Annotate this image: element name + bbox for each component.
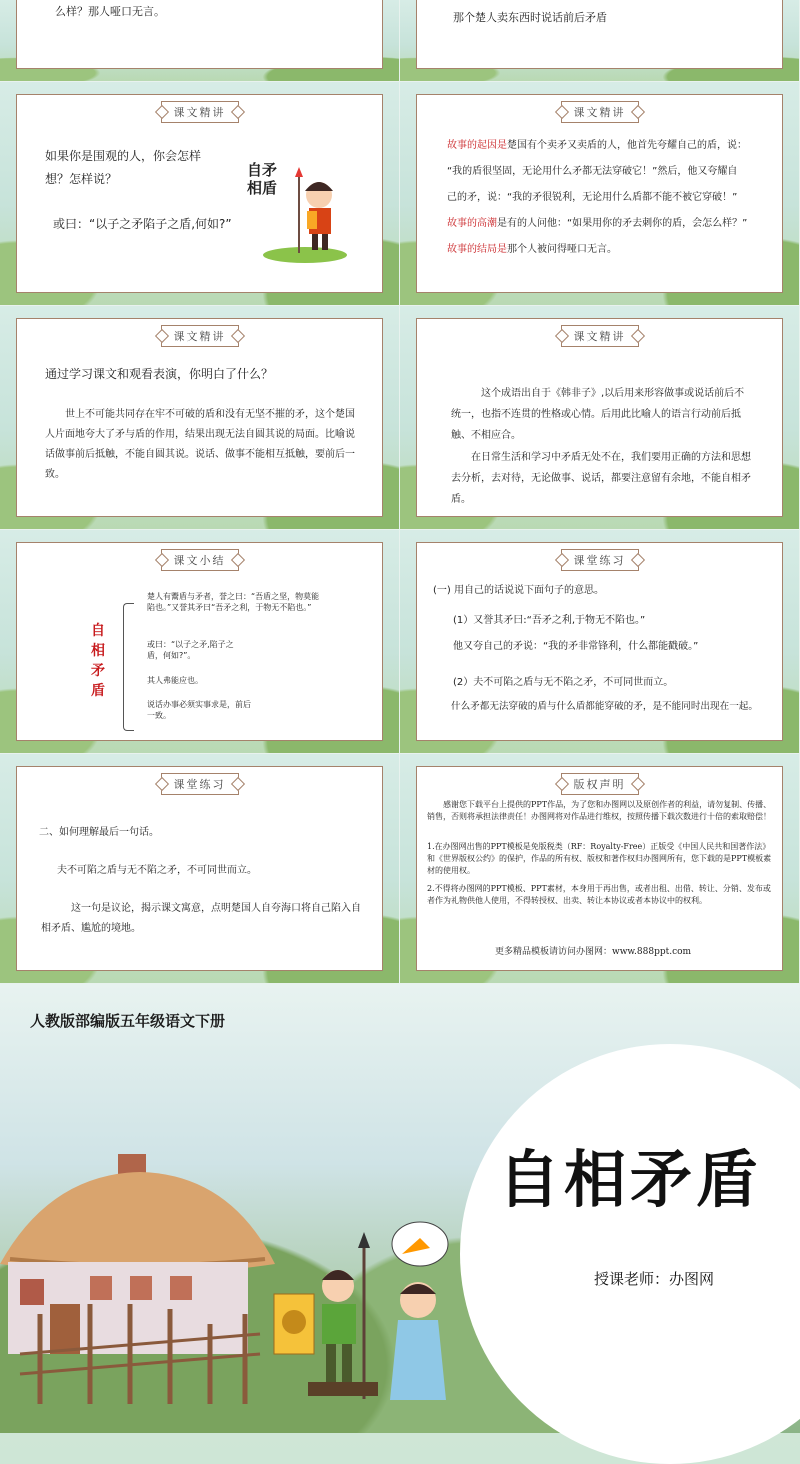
a2: 什么矛都无法穿破的盾与什么盾都能穿破的矛，是不能同时出现在一起。 [451,701,758,712]
slide-2 [0,82,400,306]
slide-card [416,542,783,741]
answer: 世上不可能共同存在牢不可破的盾和没有无坚不摧的矛，这个楚国人片面地夸大了矛与盾的作用，结果出现无法自圆其说的局面。比喻说话做事前后抵触，不能自圆其说。说话、做事不能相互抵触，要前后一致。 [45,409,355,480]
sentence: 夫不可陷之盾与无不陷之矛，不可同世而立。 [57,865,257,876]
characters-illustration [270,1204,470,1404]
copyright-p1: 感谢您下载平台上提供的PPT作品，为了您和办图网以及原创作者的利益，请勿复制、传播、销售，否则将承担法律责任！办图网将对作品进行维权，按照传播下载次数进行十倍的索取赔偿！ [427,800,772,821]
p2: “我的盾很坚固，无论用什么矛都无法穿破它！”然后，他又夸耀自 [447,166,738,177]
answer: 或曰：“以子之矛陷子之盾,何如?” [53,217,232,231]
bullet-2: 或曰：“以子之矛,陷子之盾，何如?”。 [147,640,234,660]
question: 通过学习课文和观看表演，你明白了什么？ [45,367,274,381]
cover-slide [0,984,800,1433]
slide-card [416,766,783,971]
slide-6 [0,530,400,754]
question: 二、如何理解最后一句话。 [39,827,159,838]
slide-card [16,94,383,293]
slide-partial-left [0,0,400,82]
p4-text: 是有的人问他：“如果用你的矛去刺你的盾，会怎么样？” [497,218,748,229]
copyright-p3: 2.不得将办图网的PPT模板、PPT素材，本身用于再出售，或者出租、出借、转让、分销、发布或者作为礼物供他人使用，不得转授权、出卖、转让本协议或者本协议中的权利。 [427,884,771,905]
slide-header: 课文精讲 [161,101,239,123]
p1-label: 故事的起因是 [447,140,507,151]
slide-card [416,318,783,517]
cover-teacher: 授课老师：办图网 [594,1270,715,1288]
p1-text: 楚国有个卖矛又卖盾的人，他首先夸耀自己的盾，说： [507,140,747,151]
slide-header: 课堂练习 [561,549,639,571]
art-title: 自矛 相盾 [247,161,278,197]
cartoon-soldier-illustration [247,155,347,265]
p1 [447,133,777,159]
p2: 在日常生活和学习中矛盾无处不在，我们要用正确的方法和思想去分析，去对待，无论做事、说话，都要注意留有余地，不能自相矛盾。 [451,452,751,505]
cover-title: 自相矛盾 [498,1143,763,1216]
slide-card [16,318,383,517]
a1: 他又夸自己的矛说：“我的矛非常锋利，什么都能戳破。” [453,641,699,652]
slide-4 [0,306,400,530]
q1: (1）又誉其矛曰:“吾矛之利,于物无不陷也。” [453,615,646,626]
p3: 己的矛，说：“我的矛很锐利，无论用什么盾都不能不被它穿破！” [447,192,738,203]
bullet-4: 说话办事必须实事求是，前后一致。 [147,700,251,720]
p5-label: 故事的结局是 [447,244,507,255]
slide-text: 么样？那人哑口无言。 [55,5,165,18]
slide-8 [0,754,400,984]
p5-text: 那个人被问得哑口无言。 [507,244,617,255]
slide-9 [400,754,800,984]
summary-label: 自相矛盾 [91,623,105,699]
slide-card [16,766,383,971]
slide-card [416,0,783,69]
p5 [447,237,777,263]
slide-text: 那个楚人卖东西时说话前后矛盾 [453,11,607,24]
title-circle [460,1044,800,1464]
p4 [447,211,777,237]
slide-partial-right [400,0,800,82]
question-line2: 想？怎样说？ [45,172,118,186]
q2: (2）夫不可陷之盾与无不陷之矛，不可同世而立。 [453,677,674,688]
slide-header: 课文精讲 [561,325,639,347]
slide-header: 课文精讲 [561,101,639,123]
cottage-illustration [0,1154,300,1414]
bullet-3: 其人弗能应也。 [147,676,203,685]
slide-5 [400,306,800,530]
slide-card [16,542,383,741]
answer: 这一句是议论，揭示课文寓意，点明楚国人自夸海口将自己陷入自相矛盾、尴尬的境地。 [41,903,361,934]
question-line1: 如果你是围观的人，你会怎样 [45,149,202,163]
slide-card [16,0,383,69]
cover-subtitle: 人教版部编版五年级语文下册 [30,1012,226,1030]
slide-7 [400,530,800,754]
bullet-1: 楚人有鬻盾与矛者，誉之曰：“吾盾之坚，物莫能陷也。”又誉其矛曰“吾矛之利，于物无不陷也。” [147,592,320,612]
bracket [123,603,134,731]
copyright-link[interactable]: 更多精品模板请访问办图网：www.888ppt.com [495,947,692,957]
copyright-p2: 1.在办图网出售的PPT模板是免版税类（RF：Royalty-Free）正版受《中国人民共和国著作法》和《世界版权公约》的保护，作品的所有权、版权和著作权归办图网所有，您下载的是PPT模板素材的使用权。 [427,842,772,875]
p1: 这个成语出自于《韩非子》,以后用来形容做事或说话前后不统一，也指不连贯的性格或心情。后用此比喻人的语言行动前后抵触、不相应合。 [451,388,745,441]
slide-card [416,94,783,293]
slide-header: 版权声明 [561,773,639,795]
slide-header: 课文精讲 [161,325,239,347]
p4-label: 故事的高潮 [447,218,497,229]
intro: (一) 用自己的话说说下面句子的意思。 [433,585,604,596]
slide-header: 课堂练习 [161,773,239,795]
slide-header: 课文小结 [161,549,239,571]
slide-3 [400,82,800,306]
